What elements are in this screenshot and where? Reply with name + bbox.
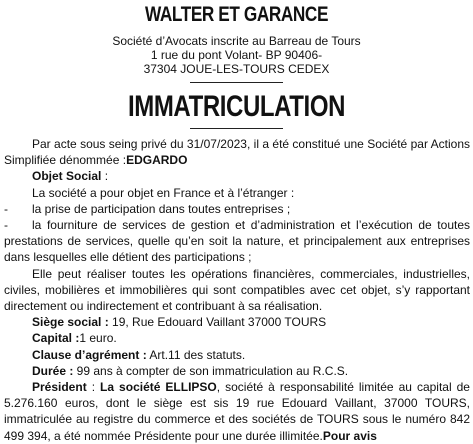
duree-value: 99 ans à compter de son immatriculation au R.C.S. [73, 363, 349, 378]
objet-item-2-text: la fourniture de services de gestion et d’administration et l’exécution de toutes prestations de services, quelle qu’en soit la nature, et principalement aux entreprises dans lesquelles elle détient des participations ; [4, 218, 470, 265]
siege-line [4, 314, 470, 330]
president-label: Président [32, 380, 87, 395]
siege-label: Siège social : [32, 315, 109, 330]
duree-line [4, 363, 470, 379]
notice-body [4, 136, 470, 444]
agrement-label: Clause d’agrément : [32, 347, 147, 362]
firm-description: Société d’Avocats inscrite au Barreau de Tours [112, 34, 361, 48]
objet-item-1-text: la prise de participation dans toutes entreprises ; [32, 201, 291, 216]
capital-label: Capital : [32, 331, 80, 346]
firm-address-line: 1 rue du pont Volant- BP 90406- [150, 48, 323, 62]
objet-colon: : [101, 169, 109, 184]
notice-heading: IMMATRICULATION [127, 90, 346, 123]
president-paragraph [4, 379, 470, 444]
duree-label: Durée : [32, 363, 74, 378]
firm-name: WALTER ET GARANCE [144, 3, 329, 26]
firm-city-line: 37304 JOUE-LES-TOURS CEDEX [143, 62, 330, 76]
company-name: EDGARDO [126, 153, 188, 168]
objet-label: Objet Social [32, 169, 102, 184]
capital-value: 1 euro. [79, 331, 117, 346]
closing-text: Pour avis [322, 428, 377, 443]
item-dash: - [4, 218, 8, 233]
intro-paragraph [4, 136, 470, 168]
president-text: , société à responsabilité limitée au capital de 5.276.160 euros, dont le siège est sis 19 rue Edouard Vaillant, 37000 TOURS, immatriculée au registre du commerce et des sociétés de TOURS sous le numéro 842 499 394, a été nommée Présidente pour une durée illimitée. [4, 380, 470, 443]
objet-heading [4, 168, 470, 184]
operations-paragraph: Elle peut réaliser toutes les opérations financières, commerciales, industrielles, civiles, mobilières et immobilières qui sont compatibles avec cet objet, s’y rapportant directement ou indirectement et contribuant à sa réalisation. [4, 266, 470, 314]
top-divider [190, 82, 283, 83]
intro-text: Par acte sous seing privé du 31/07/2023, il a été constitué une Société par Actions Simplifiée dénommée : [4, 137, 470, 168]
siege-value: 19, Rue Edouard Vaillant 37000 TOURS [108, 315, 327, 330]
president-company: La société ELLIPSO [100, 380, 217, 395]
president-separator: : [86, 380, 101, 395]
item-dash: - [4, 201, 8, 216]
agrement-line [4, 347, 470, 363]
objet-item-2 [4, 217, 470, 266]
heading-divider [190, 128, 283, 129]
capital-line [4, 330, 470, 346]
objet-intro: La société a pour objet en France et à l’étranger : [32, 185, 295, 200]
agrement-value: Art.11 des statuts. [146, 347, 246, 362]
objet-item-1 [4, 201, 470, 217]
